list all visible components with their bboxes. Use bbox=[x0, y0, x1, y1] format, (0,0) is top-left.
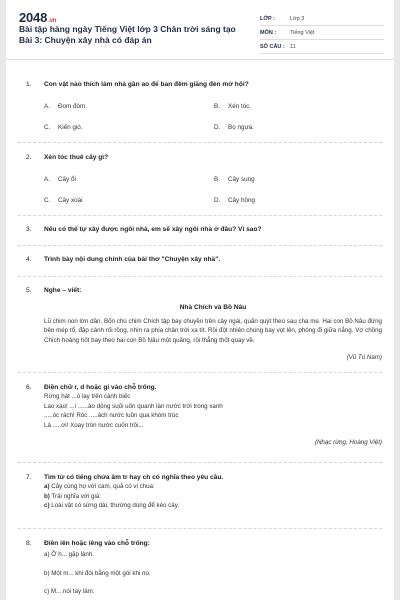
option-d[interactable]: D. Cây hồng bbox=[214, 197, 255, 204]
question-text: 3. Nếu có thể tự xây được ngôi nhà, em sẽ xây ngôi nhà ở đâu? Vì sao? bbox=[26, 226, 262, 233]
subitems bbox=[26, 482, 382, 511]
option-a[interactable]: A. Đom đóm. bbox=[44, 103, 88, 110]
question-2 bbox=[26, 153, 382, 204]
question-5 bbox=[26, 286, 382, 363]
subitem-b: b) Trái nghĩa với già: bbox=[44, 492, 102, 500]
option-c[interactable]: C. Kiến gió. bbox=[44, 124, 83, 131]
divider bbox=[18, 276, 382, 277]
question-1 bbox=[26, 80, 382, 131]
question-text: 1. Con vật nào thích làm nhà gần ao để ban đêm giăng đèn mở hội? bbox=[26, 81, 249, 88]
question-text: 5. Nghe – viết: bbox=[26, 287, 82, 294]
divider bbox=[18, 462, 382, 463]
passage-text: Lũ chim non lớn dần. Bốn chú chim Chích tập bay chuyền trên cây ngái, quấn quýt theo sau cha mẹ. Hai con Bồ Nâu đứng bên mép tổ, đập cánh rối rồng, nhìn ra phía chân trời xa tít. Rồi đột nhiên chúng bay vọt lên, phóng đi giữa nắng. Vợ chồng Chích hoảng hốt bay theo hai con Bồ Nâu một quãng, rồi thẳng thốt quay về. bbox=[44, 317, 382, 344]
question-6 bbox=[26, 383, 382, 448]
subitem-a: a) Cây cùng họ với cam, quả có vị chua: bbox=[44, 483, 155, 490]
poem-lines bbox=[26, 392, 382, 448]
answer-options bbox=[26, 103, 382, 131]
meta-row-count: SỐ CÂU : 11 bbox=[260, 40, 384, 54]
question-text: 7. Tìm từ có tiếng chứa âm tr hay ch có nghĩa theo yêu cầu. bbox=[26, 474, 224, 481]
divider bbox=[18, 142, 382, 143]
subitem-c: c) Loài vật có sừng dài, thường dùng để kéo cày. bbox=[44, 502, 180, 509]
dictation-passage bbox=[26, 303, 382, 363]
poem-line: .....óc rách! Róc .....ách nước luồn qua khóm trúc bbox=[44, 412, 179, 419]
answer-options bbox=[26, 176, 382, 204]
question-4 bbox=[26, 255, 382, 264]
question-7 bbox=[26, 473, 382, 511]
subitem-c: c) M... nói tay làm. bbox=[44, 588, 95, 595]
document-meta bbox=[260, 12, 384, 54]
passage-source: (Vũ Tú Nam) bbox=[346, 354, 382, 361]
poem-source: (Nhạc rừng, Hoàng Việt) bbox=[314, 439, 382, 446]
divider bbox=[18, 215, 382, 216]
divider bbox=[18, 528, 382, 529]
poem-line: Lao xao! ...i ......ào dòng suối uốn quanh làn nước trời trong xanh bbox=[44, 402, 223, 410]
subitem-a: a) Ở h... gặp lành. bbox=[44, 551, 95, 558]
question-text: 6. Điền chữ r, d hoặc gi vào chỗ trống. bbox=[26, 384, 157, 391]
subitem-b: b) Một m... khi đói bằng một gói khi no. bbox=[44, 569, 151, 577]
site-logo[interactable]: 2048.vn bbox=[19, 10, 57, 25]
question-text: 8. Điền iên hoặc iêng vào chỗ trống: bbox=[26, 540, 150, 547]
subitems bbox=[26, 550, 382, 597]
divider bbox=[18, 245, 382, 246]
poem-line: Rừng hát ...ò lay trên cành biếc bbox=[44, 393, 131, 400]
question-3 bbox=[26, 225, 382, 234]
document-page bbox=[6, 0, 394, 600]
divider bbox=[18, 372, 382, 373]
option-b[interactable]: B. Cây sung bbox=[214, 176, 255, 183]
passage-title: Nhà Chích và Bồ Nâu bbox=[179, 304, 247, 311]
option-c[interactable]: C. Cây xoài bbox=[44, 197, 83, 204]
poem-line: Lá .....ơi! Xoay tròn nước cuốn trôi... bbox=[44, 421, 144, 429]
document-header bbox=[6, 0, 394, 60]
option-b[interactable]: B. Xén tóc. bbox=[214, 103, 252, 110]
document-title: Bài tập hàng ngày Tiếng Việt lớp 3 Chân trời sáng tạo Bài 3: Chuyện xây nhà có đáp án bbox=[19, 24, 236, 45]
option-a[interactable]: A. Cây ổi bbox=[44, 176, 76, 183]
question-8 bbox=[26, 539, 382, 597]
option-d[interactable]: D. Bọ ngựa. bbox=[214, 124, 254, 131]
question-text: 2. Xén tóc thuê cây gì? bbox=[26, 154, 109, 161]
meta-row-grade: LỚP : Lớp 3 bbox=[260, 12, 384, 26]
meta-row-subject: MÔN : Tiếng Việt bbox=[260, 26, 384, 40]
question-text: 4. Trình bày nội dung chính của bài thơ "Chuyện xây nhà". bbox=[26, 256, 221, 263]
